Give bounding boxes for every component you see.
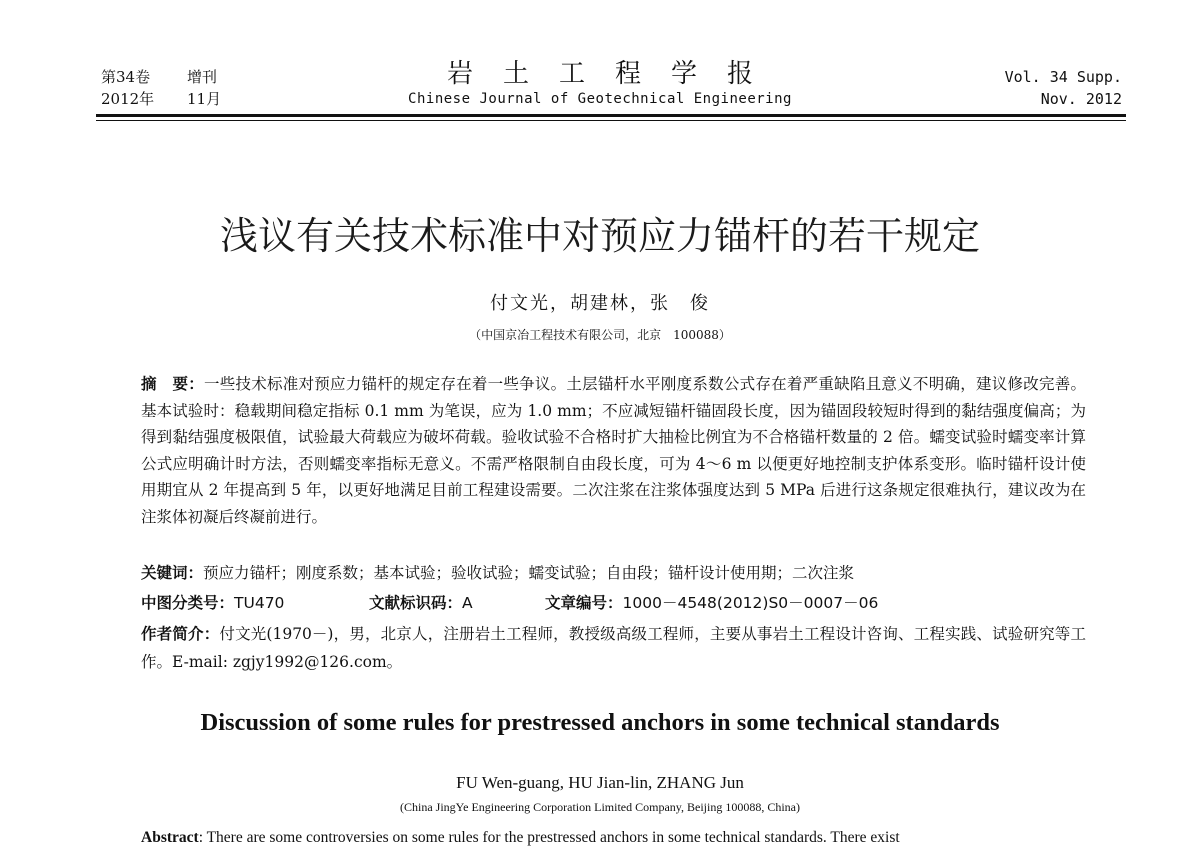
header-rule-thick <box>96 114 1126 117</box>
month-cn: 11月 <box>187 90 222 108</box>
abstract-cn-text: 一些技术标准对预应力锚杆的规定存在着一些争议。土层锚杆水平刚度系数公式存在着严重缺陷且意义不明确，建议修改完善。基本试验时：稳载期间稳定指标 0.1 mm 为笔误，应为 1.0 mm；不应减短锚杆锚固段长度，因为锚固段较短时得到的黏结强度偏高；为得到黏结强度极限值，试验最大荷载应为破坏荷载。验收试验不合格时扩大抽检比例宜为不合格锚杆数量的 2 倍。蠕变试验时蠕变率计算公式应明确计时方法，否则蠕变率指标无意义。不需严格限制自由段长度，可为 4～6 m 以便更好地控制支护体系变形。临时锚杆设计使用期宜从 2 年提高到 5 年，以更好地满足目前工程建设需要。二次注浆在注浆体强度达到 5 MPa 后进行这条规定很难执行，建议改为在注浆体初凝后终凝前进行。 <box>141 375 1086 526</box>
classification-row <box>141 590 1086 616</box>
abstract-cn-label: 摘 要： <box>141 374 205 393</box>
abstract-en <box>141 826 1101 850</box>
header-rule-thin <box>96 120 1126 121</box>
journal-name-cn: 岩土工程学报 <box>446 59 783 89</box>
paper-title-cn: 浅议有关技术标准中对预应力锚杆的若干规定 <box>219 214 980 258</box>
supp-cn: 增刊 <box>187 68 218 86</box>
clc-value: TU470 <box>234 594 285 612</box>
keywords-text: 预应力锚杆；刚度系数；基本试验；验收试验；蠕变试验；自由段；锚杆设计使用期；二次注浆 <box>203 564 855 582</box>
volume-en: Vol. 34 Supp. <box>1004 68 1122 86</box>
affiliation-en: (China JingYe Engineering Corporation Limited Company, Beijing 100088, China) <box>400 800 800 814</box>
keywords-cn <box>141 560 1086 586</box>
clc-label: 中图分类号： <box>141 594 235 612</box>
header-date-row <box>101 88 221 110</box>
header-right-block <box>1005 66 1122 110</box>
article-no-value: 1000－4548(2012)S0－0007－06 <box>622 594 879 612</box>
affiliation-cn: （中国京冶工程技术有限公司，北京 100088） <box>469 328 731 342</box>
header-left-block <box>101 66 221 110</box>
doc-code-label: 文献标识码： <box>369 594 463 612</box>
abstract-cn <box>141 371 1086 530</box>
journal-masthead <box>300 58 900 108</box>
article-no-item <box>545 590 878 616</box>
abstract-en-text: : There are some controversies on some rules for the prestressed anchors in some technical standards. There exist <box>198 829 900 846</box>
authors-en: FU Wen-guang, HU Jian-lin, ZHANG Jun <box>456 773 744 792</box>
date-en: Nov. 2012 <box>1040 90 1122 108</box>
article-no-label: 文章编号： <box>545 594 623 612</box>
author-bio-text: 付文光(1970－)，男，北京人，注册岩土工程师，教授级高级工程师，主要从事岩土工程设计咨询、工程实践、试验研究等工作。E-mail: zgjy1992@126.com。 <box>141 625 1086 671</box>
clc-item <box>141 590 369 616</box>
journal-name-en: Chinese Journal of Geotechnical Engineering <box>408 91 792 107</box>
paper-title-en: Discussion of some rules for prestressed anchors in some technical standards <box>200 709 1000 736</box>
author-bio-label: 作者简介： <box>141 624 220 643</box>
keywords-label: 关键词： <box>141 563 204 582</box>
author-bio <box>141 620 1086 676</box>
authors-cn: 付文光，胡建林，张 俊 <box>490 293 710 314</box>
header-volume-row <box>101 66 221 88</box>
doc-code-value: A <box>462 594 473 612</box>
abstract-en-label: Abstract <box>141 829 199 846</box>
doc-code-item <box>369 590 545 616</box>
year-cn: 2012年 <box>101 90 155 108</box>
volume-cn: 第34卷 <box>101 68 151 86</box>
